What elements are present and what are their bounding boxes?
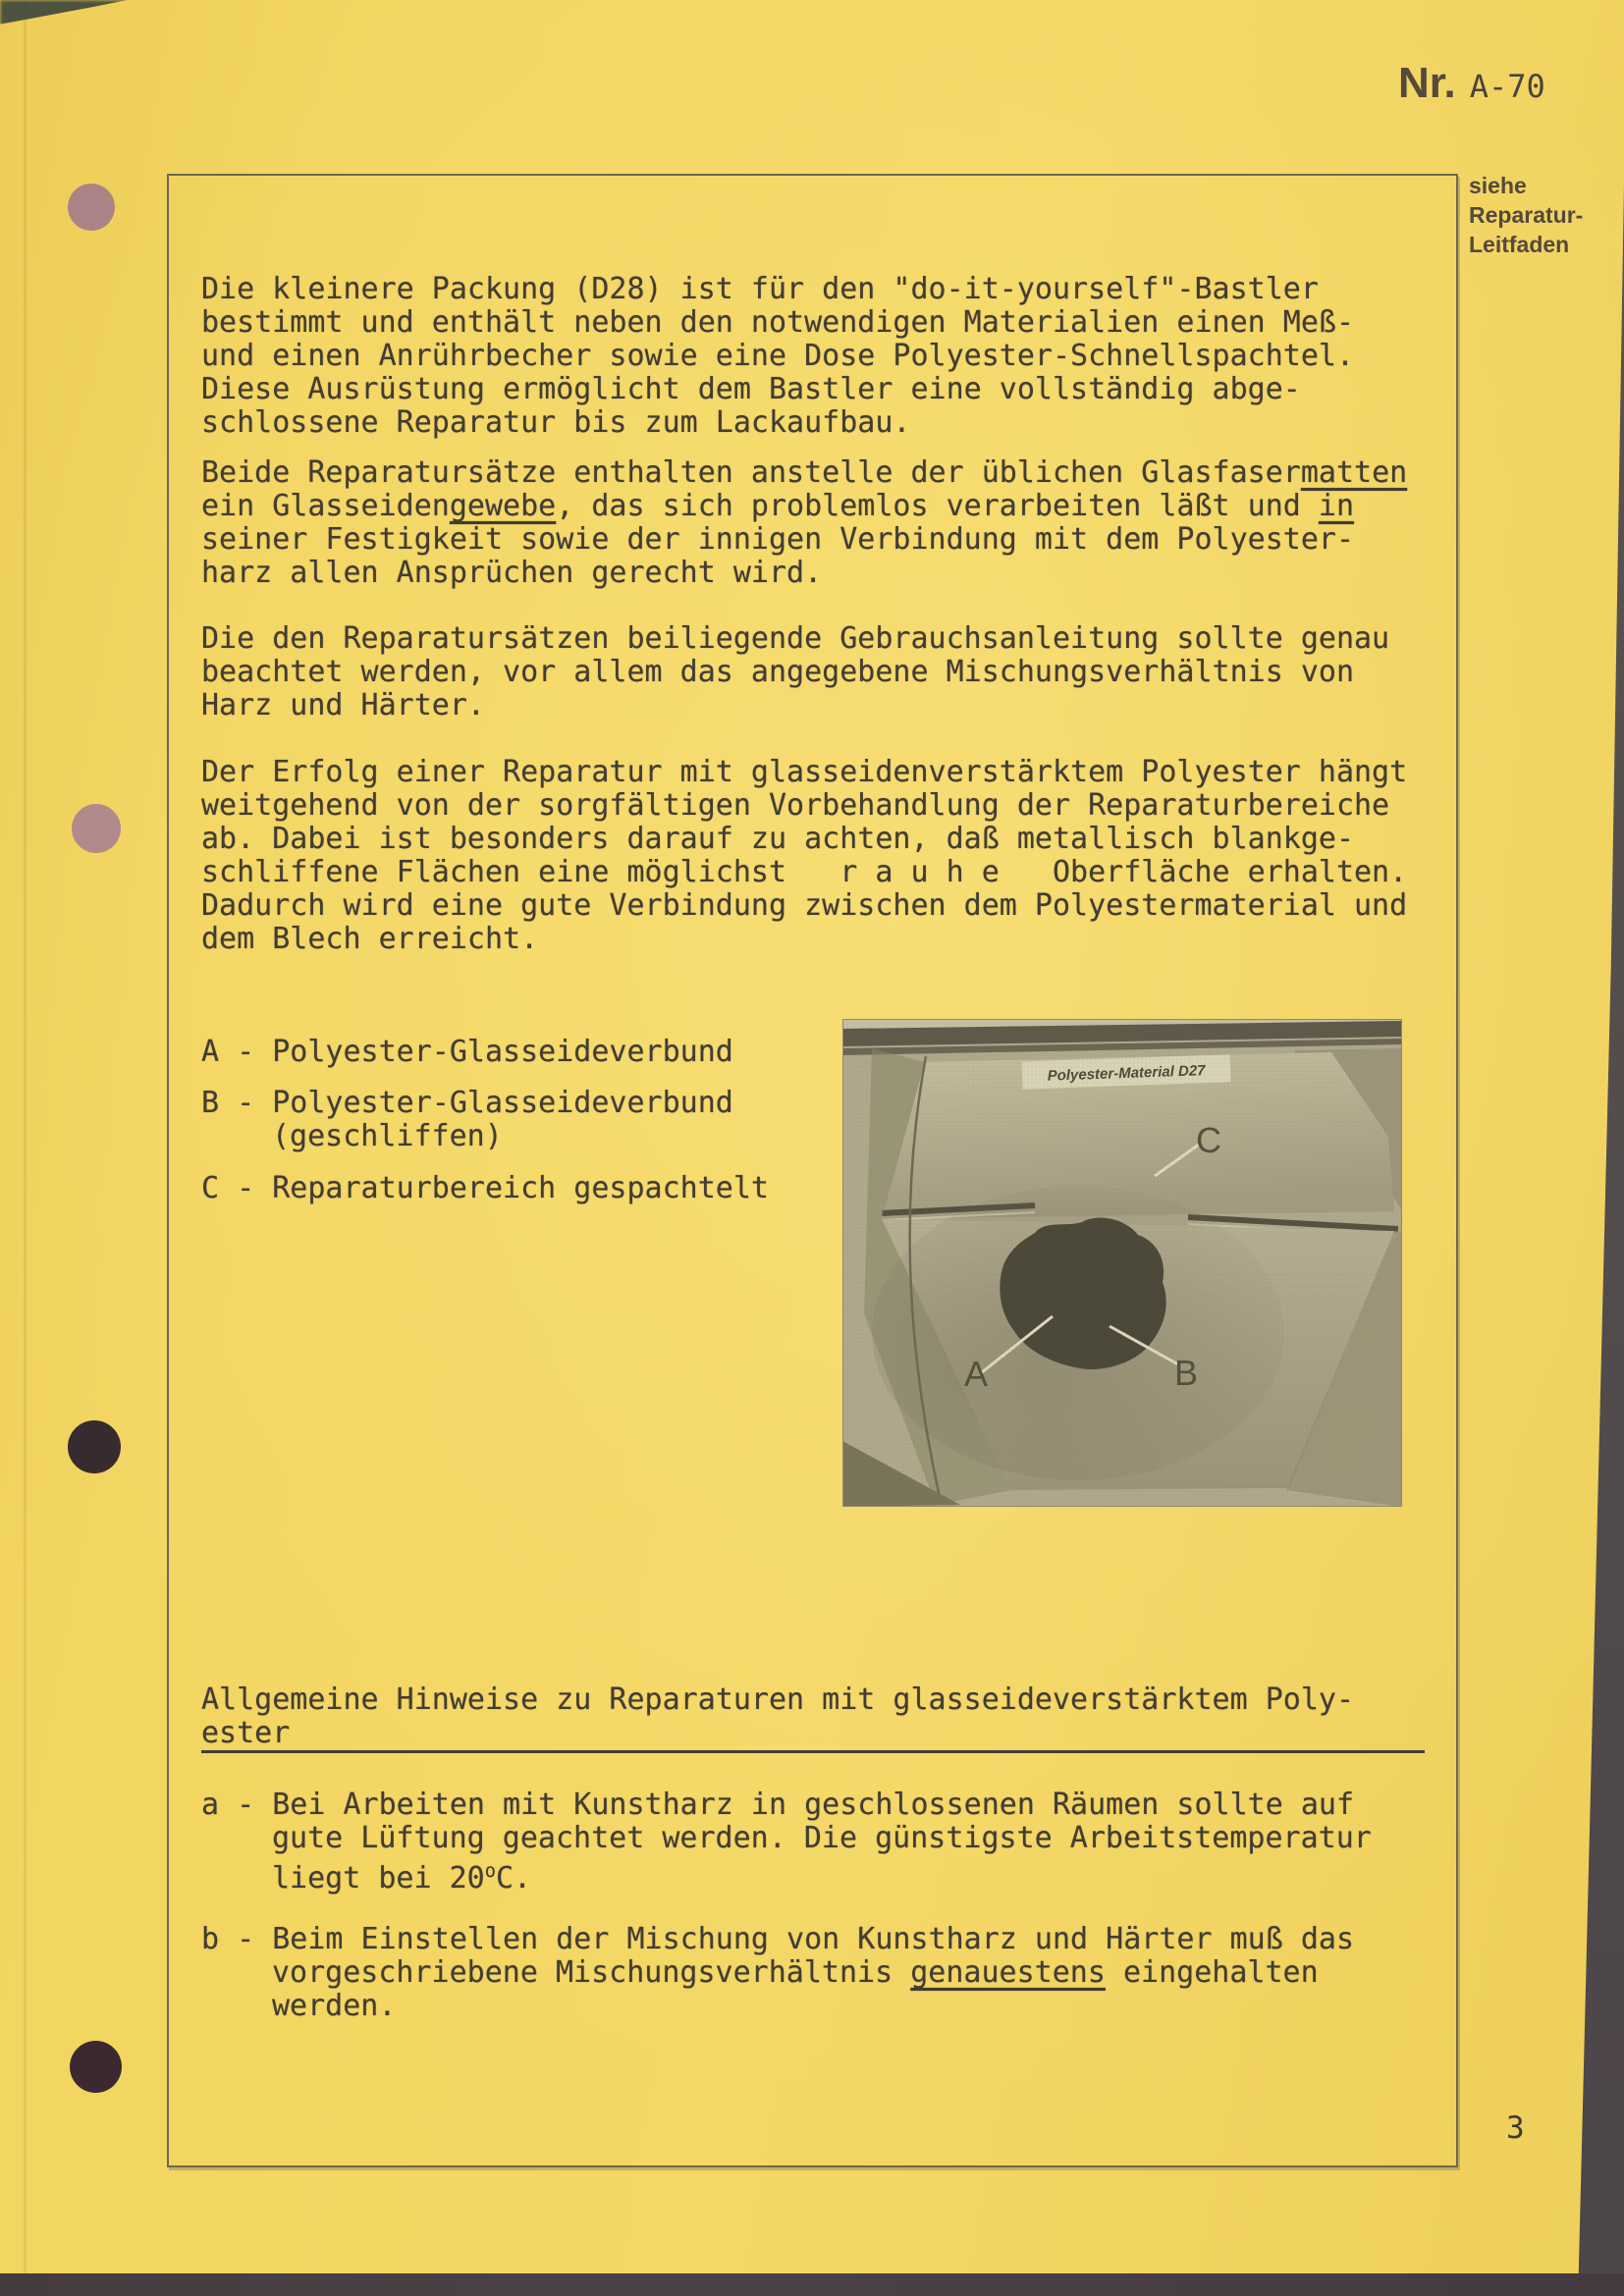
body-paragraph [201, 273, 1425, 440]
text-line: (geschliffen) [272, 1119, 503, 1153]
scan-edge-right [1565, 0, 1624, 2296]
document-number-value: A-70 [1469, 68, 1545, 105]
text-line: dem Blech erreicht. [201, 922, 539, 956]
text-line: vorgeschriebene Mischungsverhältnis genauestens eingehalten [272, 1955, 1319, 1990]
body-paragraph [201, 756, 1425, 956]
text-line: Beide Reparatursätze enthalten anstelle der üblichen Glasfasermatten [201, 455, 1408, 490]
repair-panel-photo [842, 1019, 1402, 1507]
text-line: a - Bei Arbeiten mit Kunstharz in geschlossenen Räumen sollte auf [201, 1788, 1354, 1822]
punch-hole [70, 2041, 122, 2093]
text-line: harz allen Ansprüchen gerecht wird. [201, 556, 823, 590]
text-line: weitgehend von der sorgfältigen Vorbehandlung der Reparaturbereiche [201, 788, 1390, 823]
text-line: B - Polyester-Glasseideverbund [201, 1086, 733, 1120]
text-line: werden. [272, 1989, 397, 2023]
section-heading [201, 1683, 1425, 1753]
text-line: C - Reparaturbereich gespachtelt [201, 1171, 769, 1205]
body-paragraph [201, 456, 1425, 590]
margin-note-line: Reparatur- [1469, 202, 1584, 228]
text-line: ab. Dabei ist besonders darauf zu achten, daß metallisch blankge- [201, 822, 1354, 856]
text-line: ester [201, 1717, 1425, 1753]
text-line: bestimmt und enthält neben den notwendigen Materialien einen Meß- [201, 305, 1354, 340]
margin-note-line: Leitfaden [1469, 232, 1570, 257]
list-item [201, 1788, 1425, 1896]
text-line: liegt bei 20$^o$C. [272, 1861, 532, 1896]
document-number-prefix: Nr. [1398, 59, 1456, 107]
margin-note-line: siehe [1469, 173, 1527, 198]
text-line: ein Glasseidengewebe, das sich problemlos verarbeiten läßt und in [201, 489, 1355, 523]
text-line: Harz und Härter. [201, 688, 485, 722]
figure-photo [842, 1019, 1402, 1507]
text-line: Allgemeine Hinweise zu Reparaturen mit glasseideverstärktem Poly- [201, 1682, 1354, 1717]
text-line: Die den Reparatursätzen beiliegende Gebrauchsanleitung sollte genau [201, 621, 1390, 656]
text-line: gute Lüftung geachtet werden. Die günstigste Arbeitstemperatur [272, 1821, 1372, 1855]
scan-smudge [0, 0, 128, 26]
text-line: seiner Festigkeit sowie der innigen Verbindung mit dem Polyester- [201, 522, 1354, 557]
page-number: 3 [1506, 2110, 1525, 2146]
margin-note [1469, 171, 1583, 259]
text-line: Dadurch wird eine gute Verbindung zwischen dem Polyestermaterial und [201, 888, 1408, 923]
list-item [201, 1923, 1425, 2023]
text-line: schlossene Reparatur bis zum Lackaufbau. [201, 405, 911, 440]
text-line: A - Polyester-Glasseideverbund [201, 1035, 733, 1069]
body-paragraph [201, 622, 1425, 722]
text-line: schliffene Flächen eine möglichst r a u h e Oberfläche erhalten. [201, 855, 1408, 889]
text-line: Diese Ausrüstung ermöglicht dem Bastler eine vollständig abge- [201, 372, 1301, 406]
document-number [1398, 59, 1545, 108]
text-line: und einen Anrührbecher sowie eine Dose Polyester-Schnellspachtel. [201, 339, 1354, 373]
text-line: b - Beim Einstellen der Mischung von Kunstharz und Härter muß das [201, 1922, 1354, 1956]
punch-hole [72, 804, 121, 853]
text-line: Der Erfolg einer Reparatur mit glasseidenverstärktem Polyester hängt [201, 755, 1408, 789]
text-line: Die kleinere Packung (D28) ist für den "do-it-yourself"-Bastler [201, 272, 1319, 306]
text-line: beachtet werden, vor allem das angegebene Mischungsverhältnis von [201, 655, 1354, 689]
scan-edge-bottom [0, 2273, 1624, 2296]
paper-crease [24, 0, 27, 2296]
punch-hole [68, 1420, 121, 1473]
punch-hole [68, 184, 115, 231]
